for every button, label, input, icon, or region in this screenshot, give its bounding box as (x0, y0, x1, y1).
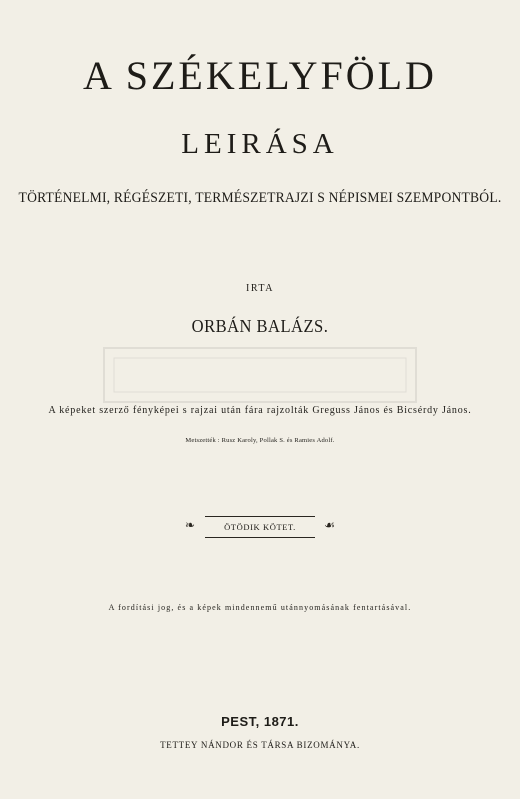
book-description: TÖRTÉNELMI, RÉGÉSZETI, TERMÉSZETRAJZI S NÉPISMEI SZEMPONTBÓL. (18, 190, 502, 206)
engraver-credit: Metszették : Rusz Karoly, Pollak S. és Ramies Adolf. (185, 437, 335, 444)
volume-ornament-frame (185, 512, 335, 542)
publisher: TETTEY NÁNDOR ÉS TÁRSA BIZOMÁNYA. (160, 740, 360, 750)
place-and-year: PEST, 1871. (221, 714, 299, 729)
book-title: A SZÉKELYFÖLD (83, 53, 437, 98)
volume-label: ÖTÖDIK KÖTET. (224, 522, 296, 532)
illustration-credit: A képeket szerző fényképei s rajzai után fára rajzolták Greguss János és Bicsérdy János. (48, 405, 472, 416)
scroll-ornament-icon: ❧ (185, 518, 196, 532)
rights-notice: A fordítási jog, és a képek mindennemű utánnyomásának fentartásával. (108, 603, 412, 612)
book-subtitle: LEIRÁSA (181, 128, 339, 160)
author-name: ORBÁN BALÁZS. (191, 316, 329, 336)
scroll-ornament-icon: ☙ (324, 518, 335, 532)
faint-library-stamp (100, 340, 420, 410)
by-label: IRTA (246, 283, 274, 294)
volume-box (205, 516, 315, 538)
